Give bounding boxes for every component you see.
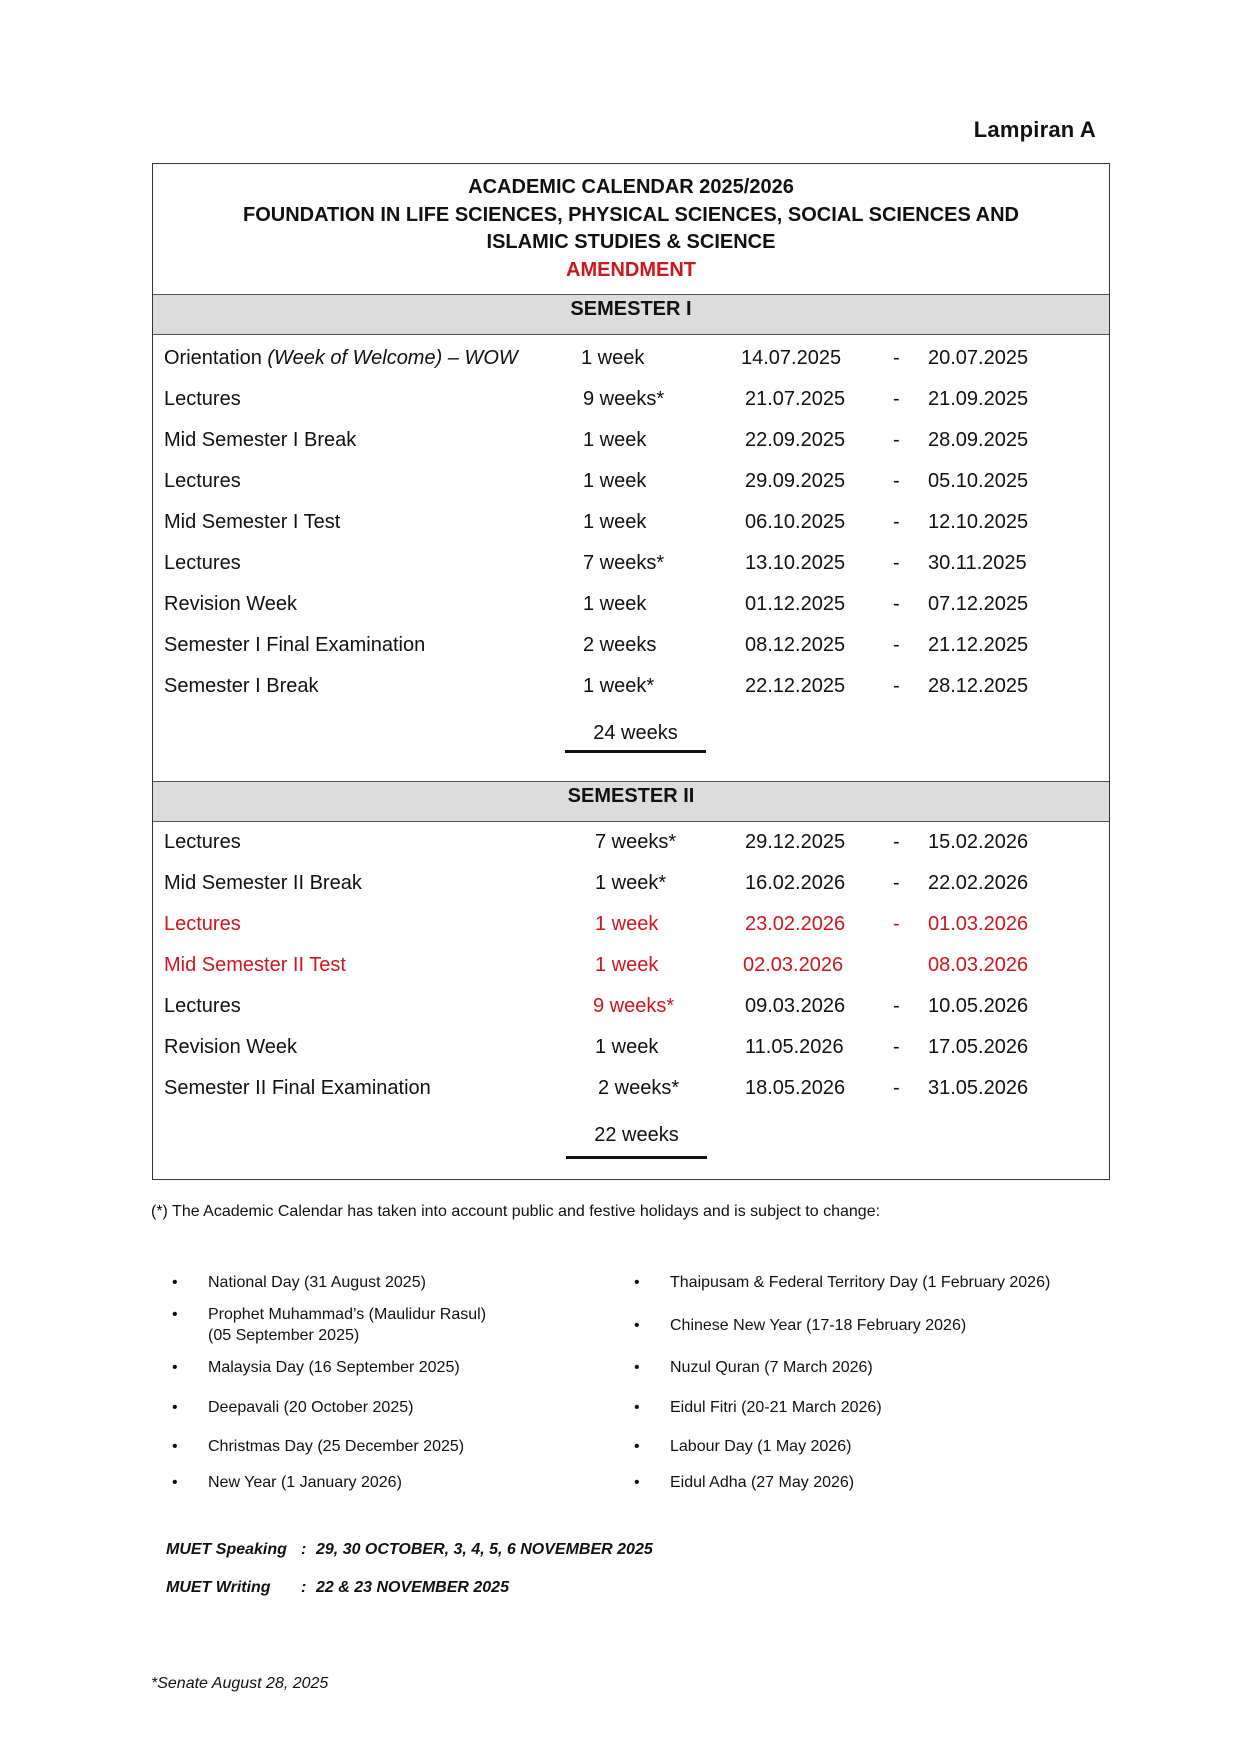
table-row-amended <box>153 904 1109 945</box>
bullet-icon: • <box>634 1274 640 1291</box>
date-separator: - <box>893 1036 900 1058</box>
date-separator: - <box>893 593 900 615</box>
semester-2-heading: SEMESTER II <box>153 782 1109 822</box>
calendar-title: ACADEMIC CALENDAR 2025/2026 <box>468 176 794 198</box>
end-date-cell: 07.12.2025 <box>928 593 1029 615</box>
table-row <box>153 543 1109 584</box>
muet-writing-colon: : <box>301 1579 307 1596</box>
table-row <box>153 502 1109 543</box>
bullet-icon: • <box>172 1399 178 1416</box>
date-separator: - <box>893 552 900 574</box>
end-date-cell: 01.03.2026 <box>928 913 1029 935</box>
semester-1-total: 24 weeks <box>593 722 678 744</box>
end-date-cell: 10.05.2026 <box>928 995 1029 1017</box>
activity-cell: Lectures <box>164 388 241 410</box>
end-date-cell: 15.02.2026 <box>928 831 1029 853</box>
start-date-cell: 08.12.2025 <box>745 634 846 656</box>
academic-calendar-table <box>152 163 1110 1180</box>
start-date-cell: 02.03.2026 <box>743 954 844 976</box>
date-separator: - <box>893 429 900 451</box>
table-row-amended <box>153 945 1109 986</box>
table-row <box>153 863 1109 904</box>
date-separator: - <box>893 634 900 656</box>
start-date-cell: 22.09.2025 <box>745 429 846 451</box>
activity-cell: Semester I Final Examination <box>164 634 426 656</box>
table-row <box>153 1027 1109 1068</box>
table-row <box>153 666 1109 707</box>
semester-1-heading: SEMESTER I <box>153 295 1109 335</box>
total-underline <box>565 750 706 753</box>
end-date-cell: 21.09.2025 <box>928 388 1029 410</box>
table-row <box>153 1068 1109 1109</box>
end-date-cell: 28.09.2025 <box>928 429 1029 451</box>
end-date-cell: 21.12.2025 <box>928 634 1029 656</box>
start-date-cell: 01.12.2025 <box>745 593 846 615</box>
activity-cell: Semester I Break <box>164 675 319 697</box>
activity-cell: Lectures <box>164 913 241 935</box>
date-separator: - <box>893 1077 900 1099</box>
date-separator: - <box>893 913 900 935</box>
table-row <box>153 822 1109 863</box>
bullet-icon: • <box>634 1359 640 1376</box>
duration-cell: 1 week <box>583 511 647 533</box>
muet-speaking-colon: : <box>301 1541 307 1558</box>
activity-cell: Orientation (Week of Welcome) – WOW <box>164 347 518 369</box>
end-date-cell: 05.10.2025 <box>928 470 1029 492</box>
total-underline <box>566 1156 707 1159</box>
duration-cell-amended: 9 weeks* <box>593 995 675 1017</box>
activity-cell: Lectures <box>164 995 241 1017</box>
muet-writing-dates: 22 & 23 NOVEMBER 2025 <box>316 1579 509 1596</box>
bullet-icon: • <box>634 1399 640 1416</box>
start-date-cell: 21.07.2025 <box>745 388 846 410</box>
date-separator: - <box>893 995 900 1017</box>
table-row <box>153 584 1109 625</box>
activity-cell: Mid Semester II Break <box>164 872 362 894</box>
duration-cell: 2 weeks* <box>598 1077 680 1099</box>
duration-cell: 1 week <box>583 470 647 492</box>
table-row <box>153 986 1109 1027</box>
bullet-icon: • <box>634 1438 640 1455</box>
table-row <box>153 338 1109 379</box>
end-date-cell: 17.05.2026 <box>928 1036 1029 1058</box>
start-date-cell: 06.10.2025 <box>745 511 846 533</box>
end-date-cell: 22.02.2026 <box>928 872 1029 894</box>
start-date-cell: 23.02.2026 <box>745 913 846 935</box>
calendar-subtitle-line1: FOUNDATION IN LIFE SCIENCES, PHYSICAL SCIENCES, SOCIAL SCIENCES AND <box>242 203 1019 226</box>
date-separator: - <box>893 388 900 410</box>
table-row <box>153 420 1109 461</box>
table-row <box>153 625 1109 666</box>
activity-cell: Lectures <box>164 470 241 492</box>
muet-speaking-label: MUET Speaking <box>166 1541 287 1558</box>
bullet-icon: • <box>172 1306 178 1323</box>
activity-cell: Mid Semester II Test <box>164 954 346 976</box>
duration-cell: 1 week <box>595 1036 659 1058</box>
date-separator: - <box>893 511 900 533</box>
calendar-subtitle-line2: ISLAMIC STUDIES & SCIENCE <box>486 231 776 253</box>
table-row <box>153 379 1109 420</box>
holiday-note: (*) The Academic Calendar has taken into account public and festive holidays and is subject to change: <box>151 1203 881 1220</box>
duration-cell: 1 week <box>595 913 659 935</box>
start-date-cell: 29.09.2025 <box>745 470 846 492</box>
appendix-label: Lampiran A <box>973 117 1096 142</box>
date-separator: - <box>893 347 900 369</box>
activity-cell: Mid Semester I Break <box>164 429 357 451</box>
activity-cell: Mid Semester I Test <box>164 511 341 533</box>
activity-cell: Lectures <box>164 552 241 574</box>
start-date-cell: 14.07.2025 <box>741 347 842 369</box>
duration-cell: 7 weeks* <box>583 552 665 574</box>
amendment-label: AMENDMENT <box>566 258 696 281</box>
duration-cell: 1 week* <box>583 675 655 697</box>
start-date-cell: 18.05.2026 <box>745 1077 846 1099</box>
senate-footnote: *Senate August 28, 2025 <box>151 1675 329 1692</box>
start-date-cell: 29.12.2025 <box>745 831 846 853</box>
activity-cell: Revision Week <box>164 1036 298 1058</box>
end-date-cell: 30.11.2025 <box>928 552 1027 574</box>
table-row <box>153 461 1109 502</box>
bullet-icon: • <box>172 1474 178 1491</box>
date-separator: - <box>893 831 900 853</box>
bullet-icon: • <box>172 1359 178 1376</box>
muet-speaking-dates: 29, 30 OCTOBER, 3, 4, 5, 6 NOVEMBER 2025 <box>316 1541 653 1558</box>
duration-cell: 1 week <box>581 347 645 369</box>
semester-1-total-row <box>153 707 1109 781</box>
duration-cell: 1 week <box>583 429 647 451</box>
activity-cell: Revision Week <box>164 593 298 615</box>
semester-2-total-row <box>153 1109 1109 1171</box>
duration-cell: 7 weeks* <box>595 831 677 853</box>
duration-cell: 2 weeks <box>583 634 657 656</box>
duration-cell: 1 week <box>583 593 647 615</box>
activity-cell: Semester II Final Examination <box>164 1077 431 1099</box>
end-date-cell: 20.07.2025 <box>928 347 1029 369</box>
end-date-cell: 08.03.2026 <box>928 954 1029 976</box>
duration-cell: 1 week <box>595 954 659 976</box>
start-date-cell: 16.02.2026 <box>745 872 846 894</box>
bullet-icon: • <box>172 1438 178 1455</box>
duration-cell: 9 weeks* <box>583 388 665 410</box>
date-separator: - <box>893 675 900 697</box>
activity-cell: Lectures <box>164 831 241 853</box>
start-date-cell: 09.03.2026 <box>745 995 846 1017</box>
end-date-cell: 28.12.2025 <box>928 675 1029 697</box>
date-separator: - <box>893 470 900 492</box>
bullet-icon: • <box>172 1274 178 1291</box>
start-date-cell: 22.12.2025 <box>745 675 846 697</box>
start-date-cell: 11.05.2026 <box>745 1036 844 1058</box>
duration-cell: 1 week* <box>595 872 667 894</box>
end-date-cell: 12.10.2025 <box>928 511 1029 533</box>
muet-writing-label: MUET Writing <box>166 1579 271 1596</box>
calendar-title-block <box>153 164 1109 295</box>
bullet-icon: • <box>634 1474 640 1491</box>
bullet-icon: • <box>634 1317 640 1334</box>
semester-2-total: 22 weeks <box>594 1124 679 1146</box>
end-date-cell: 31.05.2026 <box>928 1077 1029 1099</box>
date-separator: - <box>893 872 900 894</box>
start-date-cell: 13.10.2025 <box>745 552 846 574</box>
